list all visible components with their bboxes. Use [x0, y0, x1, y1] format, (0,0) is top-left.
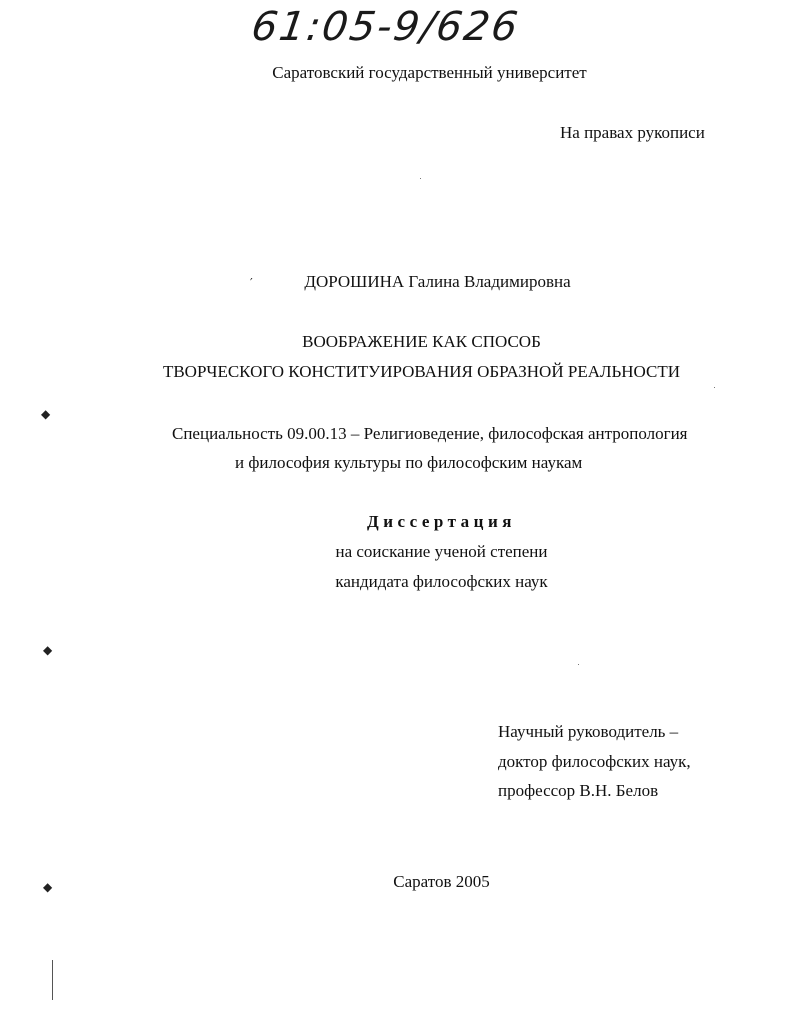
scan-speck	[578, 664, 579, 665]
supervisor-line-1: Научный руководитель –	[498, 722, 679, 741]
dissertation-heading: Диссертация	[367, 512, 516, 531]
specialty-line-1: Специальность 09.00.13 – Религиоведение, философская антропология	[172, 424, 688, 443]
scan-mark-tick: ′	[250, 276, 253, 290]
specialty-line-2: и философия культуры по философским наукам	[235, 453, 583, 472]
degree-line-1: на соискание ученой степени	[335, 542, 548, 561]
binding-hole-mark: ◆	[41, 407, 51, 421]
supervisor-line-3: профессор В.Н. Белов	[498, 781, 659, 800]
dissertation-title-line-1: ВООБРАЖЕНИЕ КАК СПОСОБ	[302, 332, 541, 351]
dissertation-title-line-2: ТВОРЧЕСКОГО КОНСТИТУИРОВАНИЯ ОБРАЗНОЙ РЕАЛЬНОСТИ	[162, 362, 681, 381]
scan-speck	[714, 387, 715, 388]
manuscript-rights-note: На правах рукописи	[560, 123, 705, 142]
scan-edge-line	[52, 960, 53, 1000]
handwritten-archive-number: 61:05-9/626	[248, 4, 523, 50]
scan-speck	[420, 178, 421, 179]
degree-line-2: кандидата философских наук	[335, 572, 548, 591]
city-year: Саратов 2005	[393, 872, 490, 891]
binding-hole-mark: ◆	[43, 880, 53, 894]
university-name: Саратовский государственный университет	[272, 63, 587, 82]
author-name: ДОРОШИНА Галина Владимировна	[304, 272, 571, 291]
supervisor-line-2: доктор философских наук,	[498, 752, 691, 771]
binding-hole-mark: ◆	[43, 643, 53, 657]
